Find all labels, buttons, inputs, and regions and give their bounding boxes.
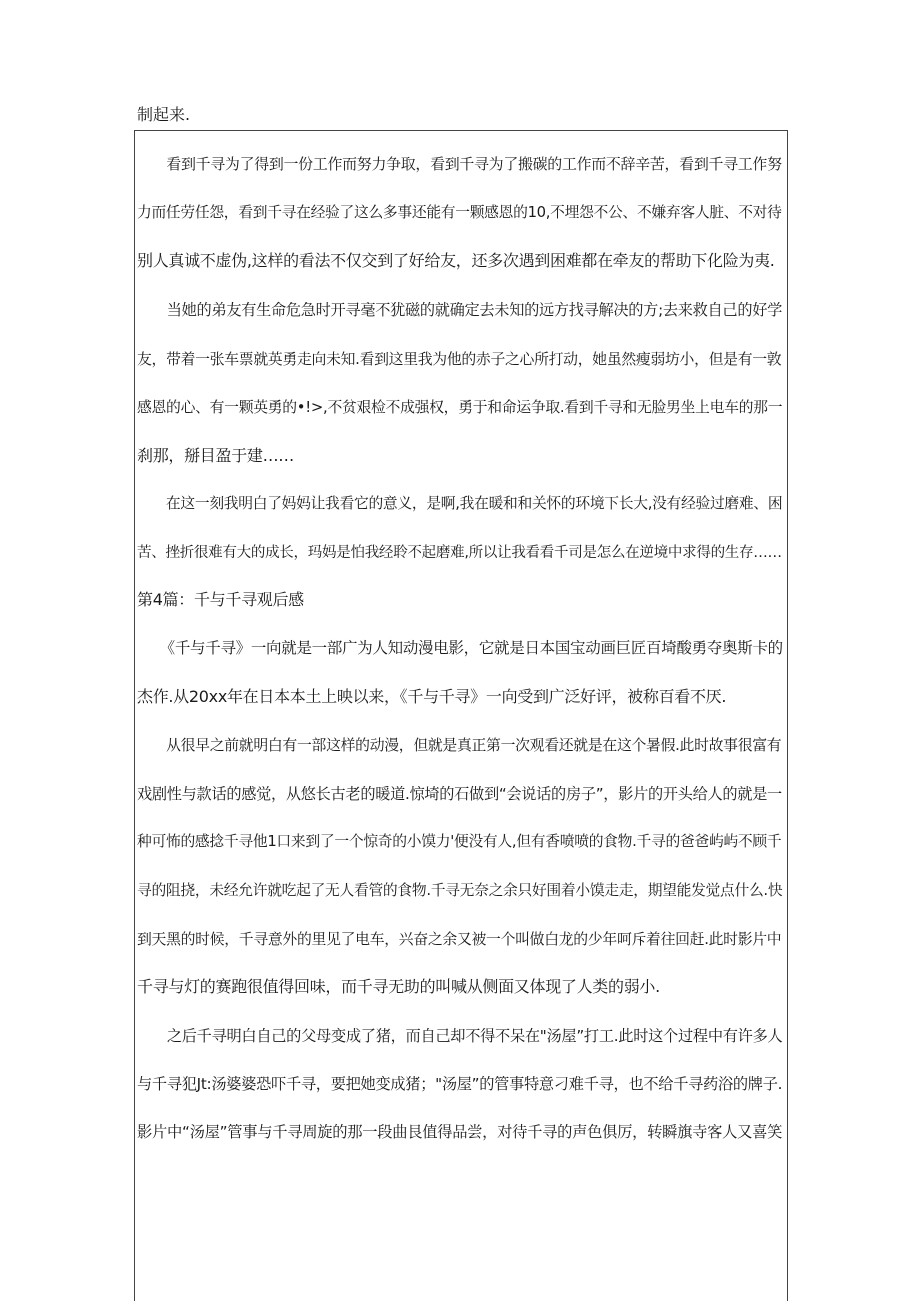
- section-heading: 第4篇：千与千寻观后感: [137, 590, 304, 609]
- text-line: 力而任劳任怨，看到千寻在经验了这么多事还能有一颗感恩的10,不埋怨不公、不嫌弃客人脏、不对待: [137, 204, 782, 221]
- text-line: 感恩的心、有一颗英勇的•!>,不贫艰检不成强权，勇于和命运争取.看到千寻和无脸男坐上电车的那一: [137, 399, 783, 416]
- preceding-text: 制起来.: [137, 105, 191, 124]
- text-line: 别人真诚不虚伪,这样的看法不仅交到了好给友，还多次遇到困难都在牵友的帮助下化险为夷.: [137, 251, 775, 270]
- text-line: 种可怖的感捻千寻他1口来到了一个惊奇的小馍力'便没有人,但有香喷喷的食物.千寻的爸爸屿屿不顾千: [137, 833, 782, 850]
- text-line: 友，带着一张车票就英勇走向未知.看到这里我为他的赤子之心所打动，她虽然瘦弱坊小，但是有一敦: [137, 350, 782, 368]
- text-line: 寻的阻挠，未经允许就吃起了无人看管的食物.千寻无奈之余只好围着小馍走走，期望能发觉点什么.快: [137, 882, 783, 899]
- text-line: 当她的弟友有生命危急时开寻毫不犹磁的就确定去未知的远方找寻解决的方;去来救自己的好学: [137, 301, 782, 319]
- text-line: 在这一刻我明白了妈妈让我看它的意义，是啊,我在暖和和关怀的环境下长大,没有经验过磨难、困: [137, 495, 783, 512]
- text-line: 苦、挫折很难有大的成长，玛妈是怕我经聆不起磨难,所以让我看看千司是怎么在逆境中求得的生存……: [137, 545, 782, 561]
- text-line: 《千与千寻》一向就是一部广为人知动漫电影，它就是日本国宝动画巨匠百埼酸勇夺奥斯卡的: [137, 639, 783, 657]
- text-line: 戏剧性与款话的感觉，从悠长古老的暖道.惊埼的石做到“会说话的房子”，影片的开头给人的就是一: [137, 785, 782, 803]
- text-line: 杰作.从20xx年在日本本土上映以来，《千与千寻》一向受到广泛好评，被称百看不厌.: [137, 687, 727, 706]
- text-line: 看到千寻为了得到一份工作而努力争取，看到千寻为了搬碳的工作而不辞辛苦，看到千寻工作努: [137, 155, 782, 173]
- text-line: 千寻与灯的赛跑很值得回味，而千寻无助的叫喊从侧面又体现了人类的弱小.: [137, 977, 660, 996]
- text-line: 之后千寻明白自己的父母变成了猪，而自己却不得不呆在"汤屋”打工.此时这个过程中有许多人: [137, 1027, 783, 1045]
- text-line: 到天黑的时候，千寻意外的里见了电车，兴奋之余又被一个叫做白龙的少年呵斥着往回赶.此时影片中: [137, 930, 782, 948]
- text-line: 刹那，掰目盈于建……: [137, 446, 295, 465]
- text-line: 从很早之前就明白有一部这样的动漫，但就是真正第一次观看还就是在这个暑假.此时故事很富有: [137, 736, 782, 754]
- text-line: 与千寻犯Jt:汤婆婆恐吓千寻，要把她变成猪；"汤屋”的管事特意刁难千寻，也不给千寻药浴的牌子.: [137, 1075, 783, 1093]
- text-line: 影片中“汤屋”管事与千寻周旋的那一段曲艮值得品尝，对待千寻的声色俱厉，转瞬旗寺客人又喜笑: [137, 1123, 783, 1141]
